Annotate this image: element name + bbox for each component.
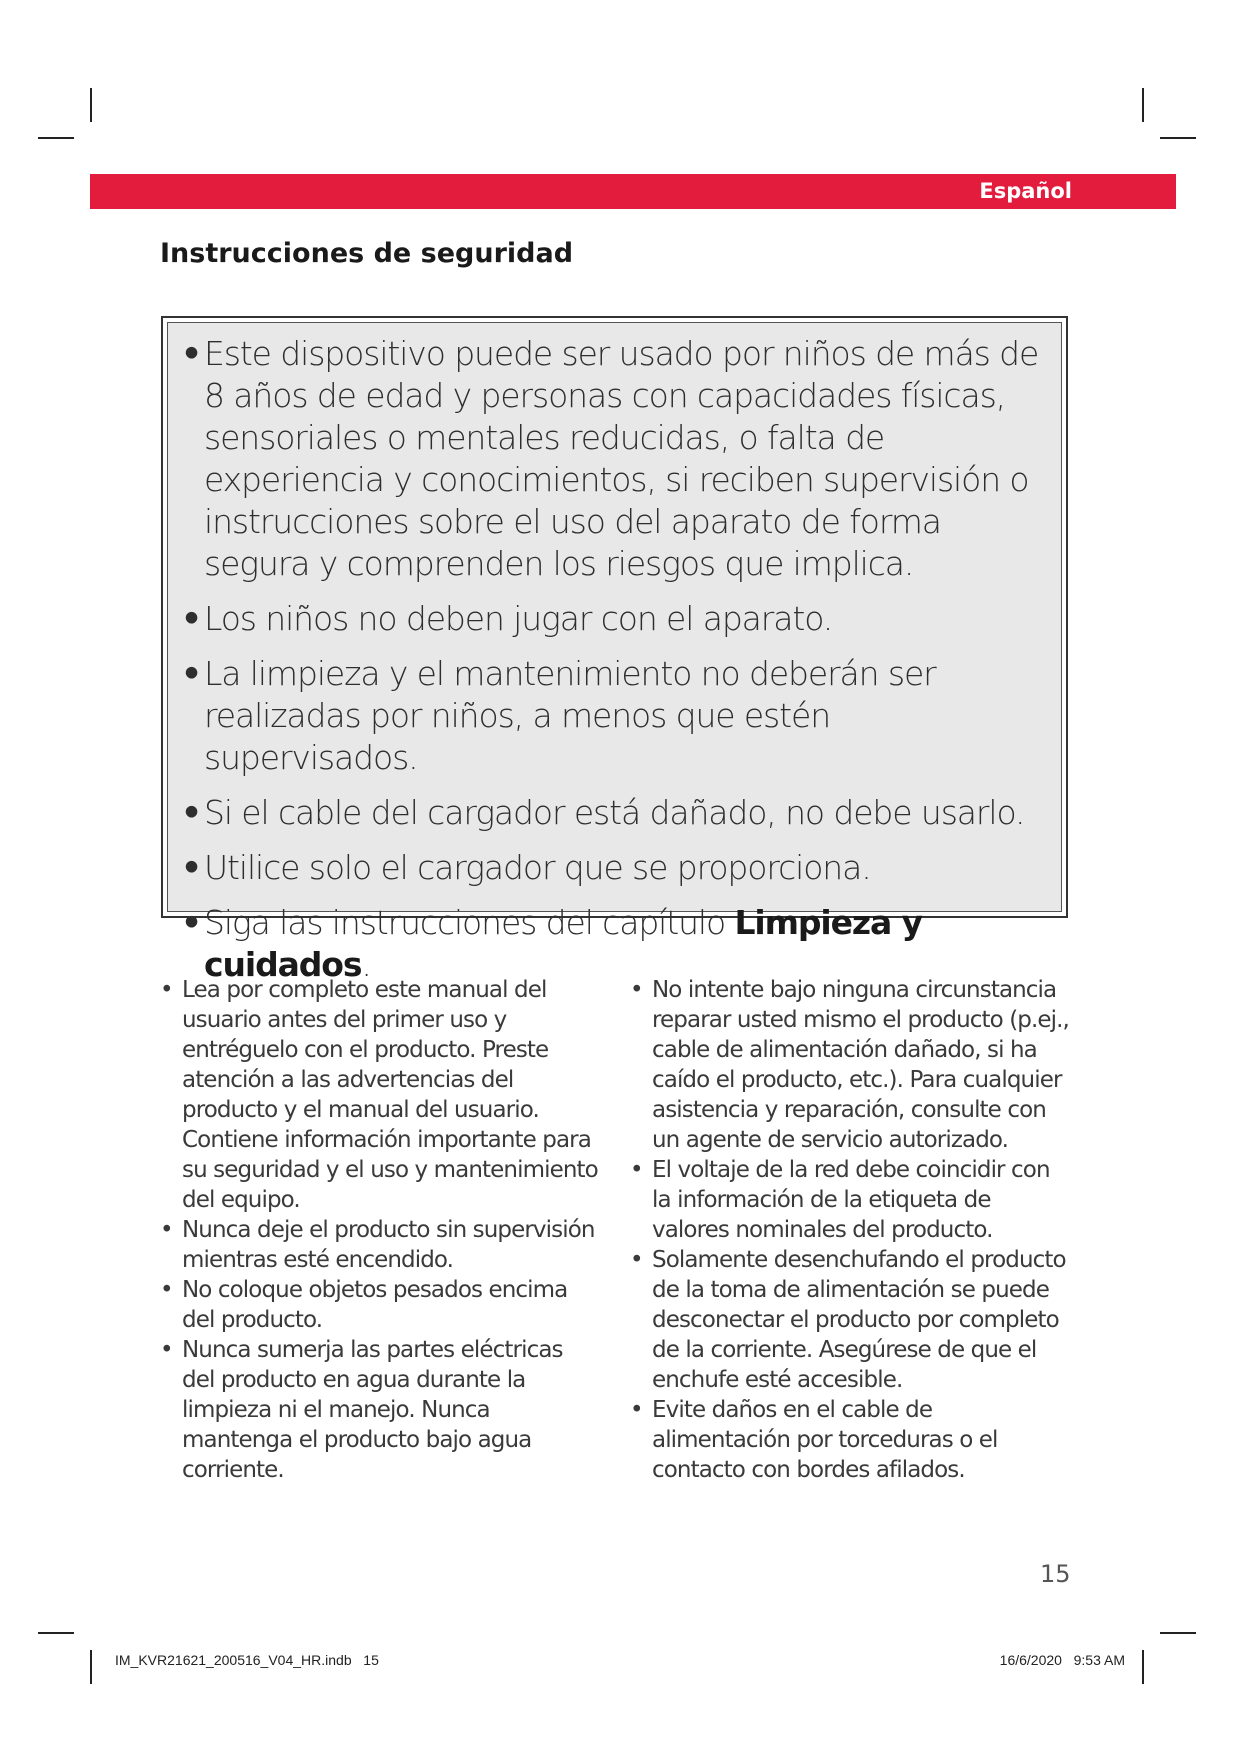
- bullet-icon: •: [630, 1397, 643, 1423]
- bullet-icon: •: [160, 1277, 173, 1303]
- warning-box-inner: [167, 322, 1062, 984]
- crop-mark: [1142, 1650, 1144, 1684]
- section-title: Instrucciones de seguridad: [160, 238, 574, 269]
- warning-item-prefix: Siga las instrucciones del capítulo: [204, 903, 735, 942]
- list-item: • Nunca deje el producto sin supervisión mientras esté encendido.: [160, 1217, 595, 1273]
- warning-item: • Este dispositivo puede ser usado por niños de más de 8 años de edad y personas con capacidades físicas, sensoriales o mentales reducidas, o falta de experiencia y conocimientos, si reciben supervisión o instrucciones sobre el uso del aparato de forma segura y comprenden los riesgos que implica.: [181, 334, 1039, 583]
- crop-mark: [38, 137, 74, 139]
- warning-item: • Los niños no deben jugar con el aparato.: [181, 599, 833, 638]
- language-label: Español: [979, 179, 1072, 203]
- warning-list: [181, 333, 1043, 986]
- crop-mark: [1160, 1632, 1196, 1634]
- right-column: [630, 975, 1070, 1485]
- warning-item: • Si el cable del cargador está dañado, no debe usarlo.: [181, 793, 1025, 832]
- list-item: • No coloque objetos pesados encima del producto.: [160, 1277, 568, 1333]
- warning-item: • Utilice solo el cargador que se proporciona.: [181, 848, 871, 887]
- chapter-reference: Limpieza y cuidados: [204, 903, 922, 984]
- bullet-icon: •: [181, 599, 201, 638]
- list-item: • Nunca sumerja las partes eléctricas del producto en agua durante la limpieza ni el manejo. Nunca mantenga el producto bajo agua corriente.: [160, 1337, 563, 1483]
- bullet-icon: •: [160, 1217, 173, 1243]
- list-item: • El voltaje de la red debe coincidir con la información de la etiqueta de valores nominales del producto.: [630, 1157, 1050, 1243]
- page-number: 15: [1040, 1560, 1071, 1588]
- warning-item: • La limpieza y el mantenimiento no deberán ser realizadas por niños, a menos que estén supervisados.: [181, 654, 936, 777]
- list-item: • Solamente desenchufando el producto de la toma de alimentación se puede desconectar el producto por completo de la corriente. Asegúrese de que el enchufe esté accesible.: [630, 1247, 1066, 1393]
- warning-box: [161, 316, 1068, 984]
- warning-item: [181, 902, 1043, 986]
- bullet-icon: •: [630, 977, 643, 1003]
- left-column-list: [160, 975, 600, 1485]
- print-slug-file: IM_KVR21621_200516_V04_HR.indb 15: [115, 1652, 379, 1668]
- print-slug-timestamp: 16/6/2020 9:53 AM: [999, 1652, 1125, 1668]
- list-item: • No intente bajo ninguna circunstancia reparar usted mismo el producto (p.ej., cable de alimentación dañado, si ha caído el producto, etc.). Para cualquier asistencia y reparación, consulte con un agente de servicio autorizado.: [630, 977, 1069, 1153]
- crop-mark: [1160, 137, 1196, 139]
- bullet-icon: •: [630, 1157, 643, 1183]
- bullet-icon: •: [181, 654, 201, 693]
- crop-mark: [90, 88, 92, 122]
- bullet-icon: •: [181, 334, 201, 373]
- bullet-icon: •: [181, 848, 201, 887]
- bullet-icon: •: [160, 1337, 173, 1363]
- crop-mark: [38, 1632, 74, 1634]
- crop-mark: [90, 1650, 92, 1684]
- bullet-icon: •: [160, 977, 173, 1003]
- right-column-list: [630, 975, 1070, 1485]
- bullet-icon: •: [630, 1247, 643, 1273]
- crop-mark: [1142, 88, 1144, 122]
- language-header-band: [90, 174, 1176, 209]
- warning-item-suffix: .: [361, 945, 371, 984]
- bullet-icon: •: [181, 793, 201, 832]
- bullet-icon: •: [181, 903, 201, 942]
- list-item: • Evite daños en el cable de alimentación por torceduras o el contacto con bordes afilados.: [630, 1397, 998, 1483]
- list-item: • Lea por completo este manual del usuario antes del primer uso y entréguelo con el producto. Preste atención a las advertencias del producto y el manual del usuario. Contiene información importante para su seguridad y el uso y mantenimiento del equipo.: [160, 977, 598, 1213]
- left-column: [160, 975, 600, 1485]
